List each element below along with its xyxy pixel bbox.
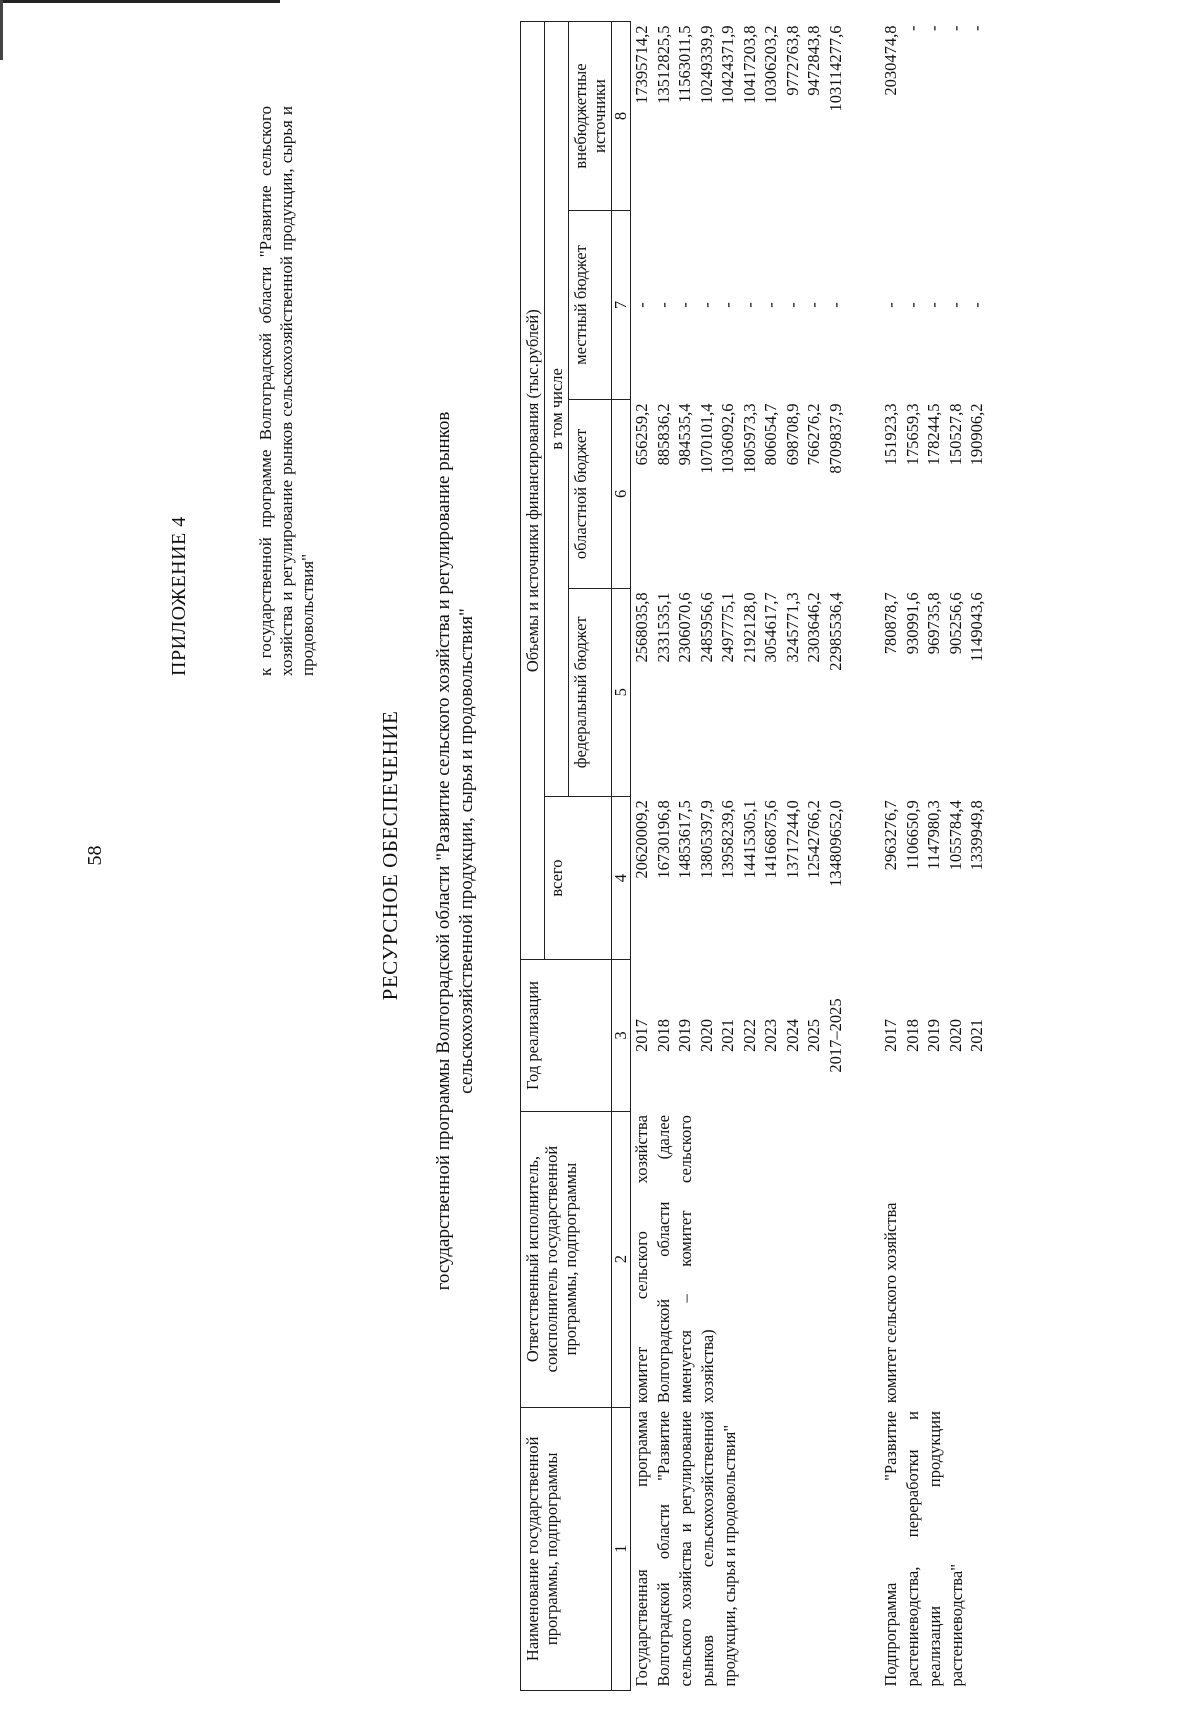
offbudget-value: - bbox=[967, 25, 986, 31]
offbudget-value: - bbox=[945, 25, 965, 31]
local-column bbox=[631, 211, 847, 400]
offbudget-value: 2030474,8 bbox=[881, 25, 900, 96]
header-name: Наименование государственной программы, подпрограммы bbox=[521, 1407, 612, 1690]
document-subtitle: государственной программы Волгоградской области "Развитие сельского хозяйства и регулирование рынков сельскохозяйственной продукции, сырья и продовольствия" bbox=[433, 411, 477, 1291]
federal-value: 3054617,7 bbox=[761, 592, 780, 663]
local-value: - bbox=[881, 302, 900, 308]
year-value: 2017–2025 bbox=[825, 998, 845, 1073]
offbudget-value: 10424371,9 bbox=[718, 25, 737, 104]
page-number: 58 bbox=[84, 845, 106, 866]
year-value: 2018 bbox=[653, 1019, 673, 1053]
column-number: 4 bbox=[612, 796, 631, 960]
year-value: 2024 bbox=[782, 1019, 802, 1053]
years-column bbox=[880, 960, 988, 1111]
federal-value: 2485956,6 bbox=[696, 592, 716, 663]
offbudget-value: 10306203,2 bbox=[761, 25, 780, 104]
federal-column bbox=[631, 588, 847, 796]
responsible-executor: комитет сельского хозяйства bbox=[881, 1202, 900, 1404]
document-title: РЕСУРСНОЕ ОБЕСПЕЧЕНИЕ bbox=[378, 710, 402, 1001]
local-value: - bbox=[761, 302, 780, 308]
offbudget-column bbox=[880, 22, 988, 211]
local-value: - bbox=[967, 302, 986, 308]
total-value: 1147980,3 bbox=[924, 800, 943, 870]
year-value: 2020 bbox=[945, 1019, 965, 1053]
total-value: 134809652,0 bbox=[825, 800, 845, 887]
federal-value: 930991,6 bbox=[902, 592, 922, 655]
total-value: 1106650,9 bbox=[902, 800, 922, 870]
regional-value: 178244,5 bbox=[924, 403, 943, 466]
total-value: 13717244,0 bbox=[782, 800, 802, 879]
section-spacer bbox=[846, 22, 880, 1691]
total-value: 14415305,1 bbox=[739, 800, 759, 879]
federal-value: 22985536,4 bbox=[825, 592, 845, 671]
offbudget-value: 9472843,8 bbox=[804, 25, 823, 96]
regional-value: 1805973,3 bbox=[739, 403, 759, 474]
column-number: 3 bbox=[612, 960, 631, 1111]
offbudget-value: - bbox=[924, 25, 943, 31]
total-value: 14166875,6 bbox=[761, 800, 780, 879]
header-offbudget: внебюджетные источники bbox=[569, 22, 612, 211]
header-total: всего bbox=[545, 796, 612, 960]
appendix-title: ПРИЛОЖЕНИЕ 4 bbox=[168, 516, 190, 676]
federal-value: 3245771,3 bbox=[782, 592, 802, 663]
column-number: 5 bbox=[612, 588, 631, 796]
offbudget-value: 10417203,8 bbox=[739, 25, 759, 104]
header-federal: федеральный бюджет bbox=[569, 588, 612, 796]
regional-column bbox=[880, 399, 988, 588]
offbudget-value: 9772763,8 bbox=[782, 25, 802, 96]
total-column bbox=[631, 796, 847, 960]
year-value: 2017 bbox=[632, 1019, 651, 1053]
federal-value: 2331535,1 bbox=[653, 592, 673, 663]
offbudget-value: 17395714,2 bbox=[632, 25, 651, 104]
total-value: 1339949,8 bbox=[967, 800, 986, 871]
offbudget-column bbox=[631, 22, 847, 211]
federal-value: 1149043,6 bbox=[967, 592, 986, 662]
regional-value: 190906,2 bbox=[967, 403, 986, 466]
federal-column bbox=[880, 588, 988, 796]
program-name: Подпрограмма "Развитие растениеводства, переработки и реализации продукции растениеводства" bbox=[881, 1411, 966, 1687]
total-value: 14853617,5 bbox=[675, 800, 694, 879]
responsible-executor: комитет сельского хозяйства Волгоградской области (далее именуется – комитет сельского хозяйства) bbox=[632, 1115, 717, 1404]
program-name: Государственная программа Волгоградской области "Развитие сельского хозяйства и регулирование рынков сельскохозяйственной продукции, сырья и продовольствия" bbox=[632, 1411, 739, 1687]
local-value: - bbox=[739, 302, 759, 308]
resource-table bbox=[520, 21, 988, 1691]
total-value: 13805397,9 bbox=[696, 800, 716, 879]
column-number: 2 bbox=[612, 1111, 631, 1407]
local-value: - bbox=[675, 302, 694, 308]
local-value: - bbox=[653, 302, 673, 308]
offbudget-value: - bbox=[902, 25, 922, 31]
regional-value: 698708,9 bbox=[782, 403, 802, 466]
federal-value: 905256,6 bbox=[945, 592, 965, 655]
year-value: 2022 bbox=[739, 1019, 759, 1053]
federal-value: 2568035,8 bbox=[632, 592, 651, 663]
federal-value: 2497775,1 bbox=[718, 592, 737, 663]
regional-value: 885836,2 bbox=[653, 403, 673, 466]
year-value: 2019 bbox=[675, 1019, 694, 1053]
table-row bbox=[880, 22, 988, 1691]
year-value: 2023 bbox=[761, 1019, 780, 1053]
year-value: 2018 bbox=[902, 1019, 922, 1053]
year-value: 2021 bbox=[718, 1019, 737, 1053]
local-column bbox=[880, 211, 988, 400]
local-value: - bbox=[782, 302, 802, 308]
column-number: 6 bbox=[612, 399, 631, 588]
regional-value: 806054,7 bbox=[761, 403, 780, 466]
offbudget-value: 13512825,5 bbox=[653, 25, 673, 104]
regional-value: 175659,3 bbox=[902, 403, 922, 466]
total-value: 20620009,2 bbox=[632, 800, 651, 879]
local-value: - bbox=[924, 302, 943, 308]
federal-value: 969735,8 bbox=[924, 592, 943, 655]
header-responsible: Ответственный исполнитель, соисполнитель государственной программы, подпрограммы bbox=[521, 1111, 612, 1407]
offbudget-value: 11563011,5 bbox=[675, 25, 694, 103]
offbudget-value: 103114277,6 bbox=[825, 25, 845, 112]
regional-value: 766276,2 bbox=[804, 403, 823, 466]
regional-value: 1070101,4 bbox=[696, 403, 716, 474]
header-volumes: Объемы и источники финансирования (тыс.рублей) bbox=[521, 22, 545, 960]
local-value: - bbox=[804, 302, 823, 308]
column-number: 7 bbox=[612, 211, 631, 400]
regional-value: 984535,4 bbox=[675, 403, 694, 466]
regional-value: 656259,2 bbox=[632, 403, 651, 466]
total-value: 2963276,7 bbox=[881, 800, 900, 871]
local-value: - bbox=[902, 302, 922, 308]
local-value: - bbox=[825, 302, 845, 308]
column-number: 1 bbox=[612, 1407, 631, 1690]
years-column bbox=[631, 960, 847, 1111]
total-value: 13958239,6 bbox=[718, 800, 737, 879]
local-value: - bbox=[632, 302, 651, 308]
regional-value: 8709837,9 bbox=[825, 403, 845, 474]
total-value: 1055784,4 bbox=[945, 800, 965, 871]
total-value: 16730196,8 bbox=[653, 800, 673, 879]
year-value: 2019 bbox=[924, 1019, 943, 1053]
offbudget-value: 10249339,9 bbox=[696, 25, 716, 104]
regional-column bbox=[631, 399, 847, 588]
year-value: 2017 bbox=[881, 1019, 900, 1053]
total-column bbox=[880, 796, 988, 960]
federal-value: 2303646,2 bbox=[804, 592, 823, 663]
federal-value: 2306070,6 bbox=[675, 592, 694, 663]
regional-value: 1036092,6 bbox=[718, 403, 737, 474]
header-local: местный бюджет bbox=[569, 211, 612, 400]
appendix-subtitle: к государственной программе Волгоградской области "Развитие сельского хозяйства и регулирование рынков сельскохозяйственной продукции, сырья и продовольствия" bbox=[256, 106, 317, 676]
local-value: - bbox=[945, 302, 965, 308]
federal-value: 780878,7 bbox=[881, 592, 900, 655]
federal-value: 2192128,0 bbox=[739, 592, 759, 663]
header-year: Год реализации bbox=[521, 960, 612, 1111]
local-value: - bbox=[696, 302, 716, 308]
header-regional: областной бюджет bbox=[569, 399, 612, 588]
total-value: 12542766,2 bbox=[804, 800, 823, 879]
column-numbers-row bbox=[612, 22, 631, 1691]
year-value: 2021 bbox=[967, 1019, 986, 1053]
header-including: в том числе bbox=[545, 22, 569, 797]
year-value: 2020 bbox=[696, 1019, 716, 1053]
regional-value: 151923,3 bbox=[881, 403, 900, 466]
column-number: 8 bbox=[612, 22, 631, 211]
local-value: - bbox=[718, 302, 737, 308]
table-row bbox=[631, 22, 847, 1691]
year-value: 2025 bbox=[804, 1019, 823, 1053]
regional-value: 150527,8 bbox=[945, 403, 965, 466]
